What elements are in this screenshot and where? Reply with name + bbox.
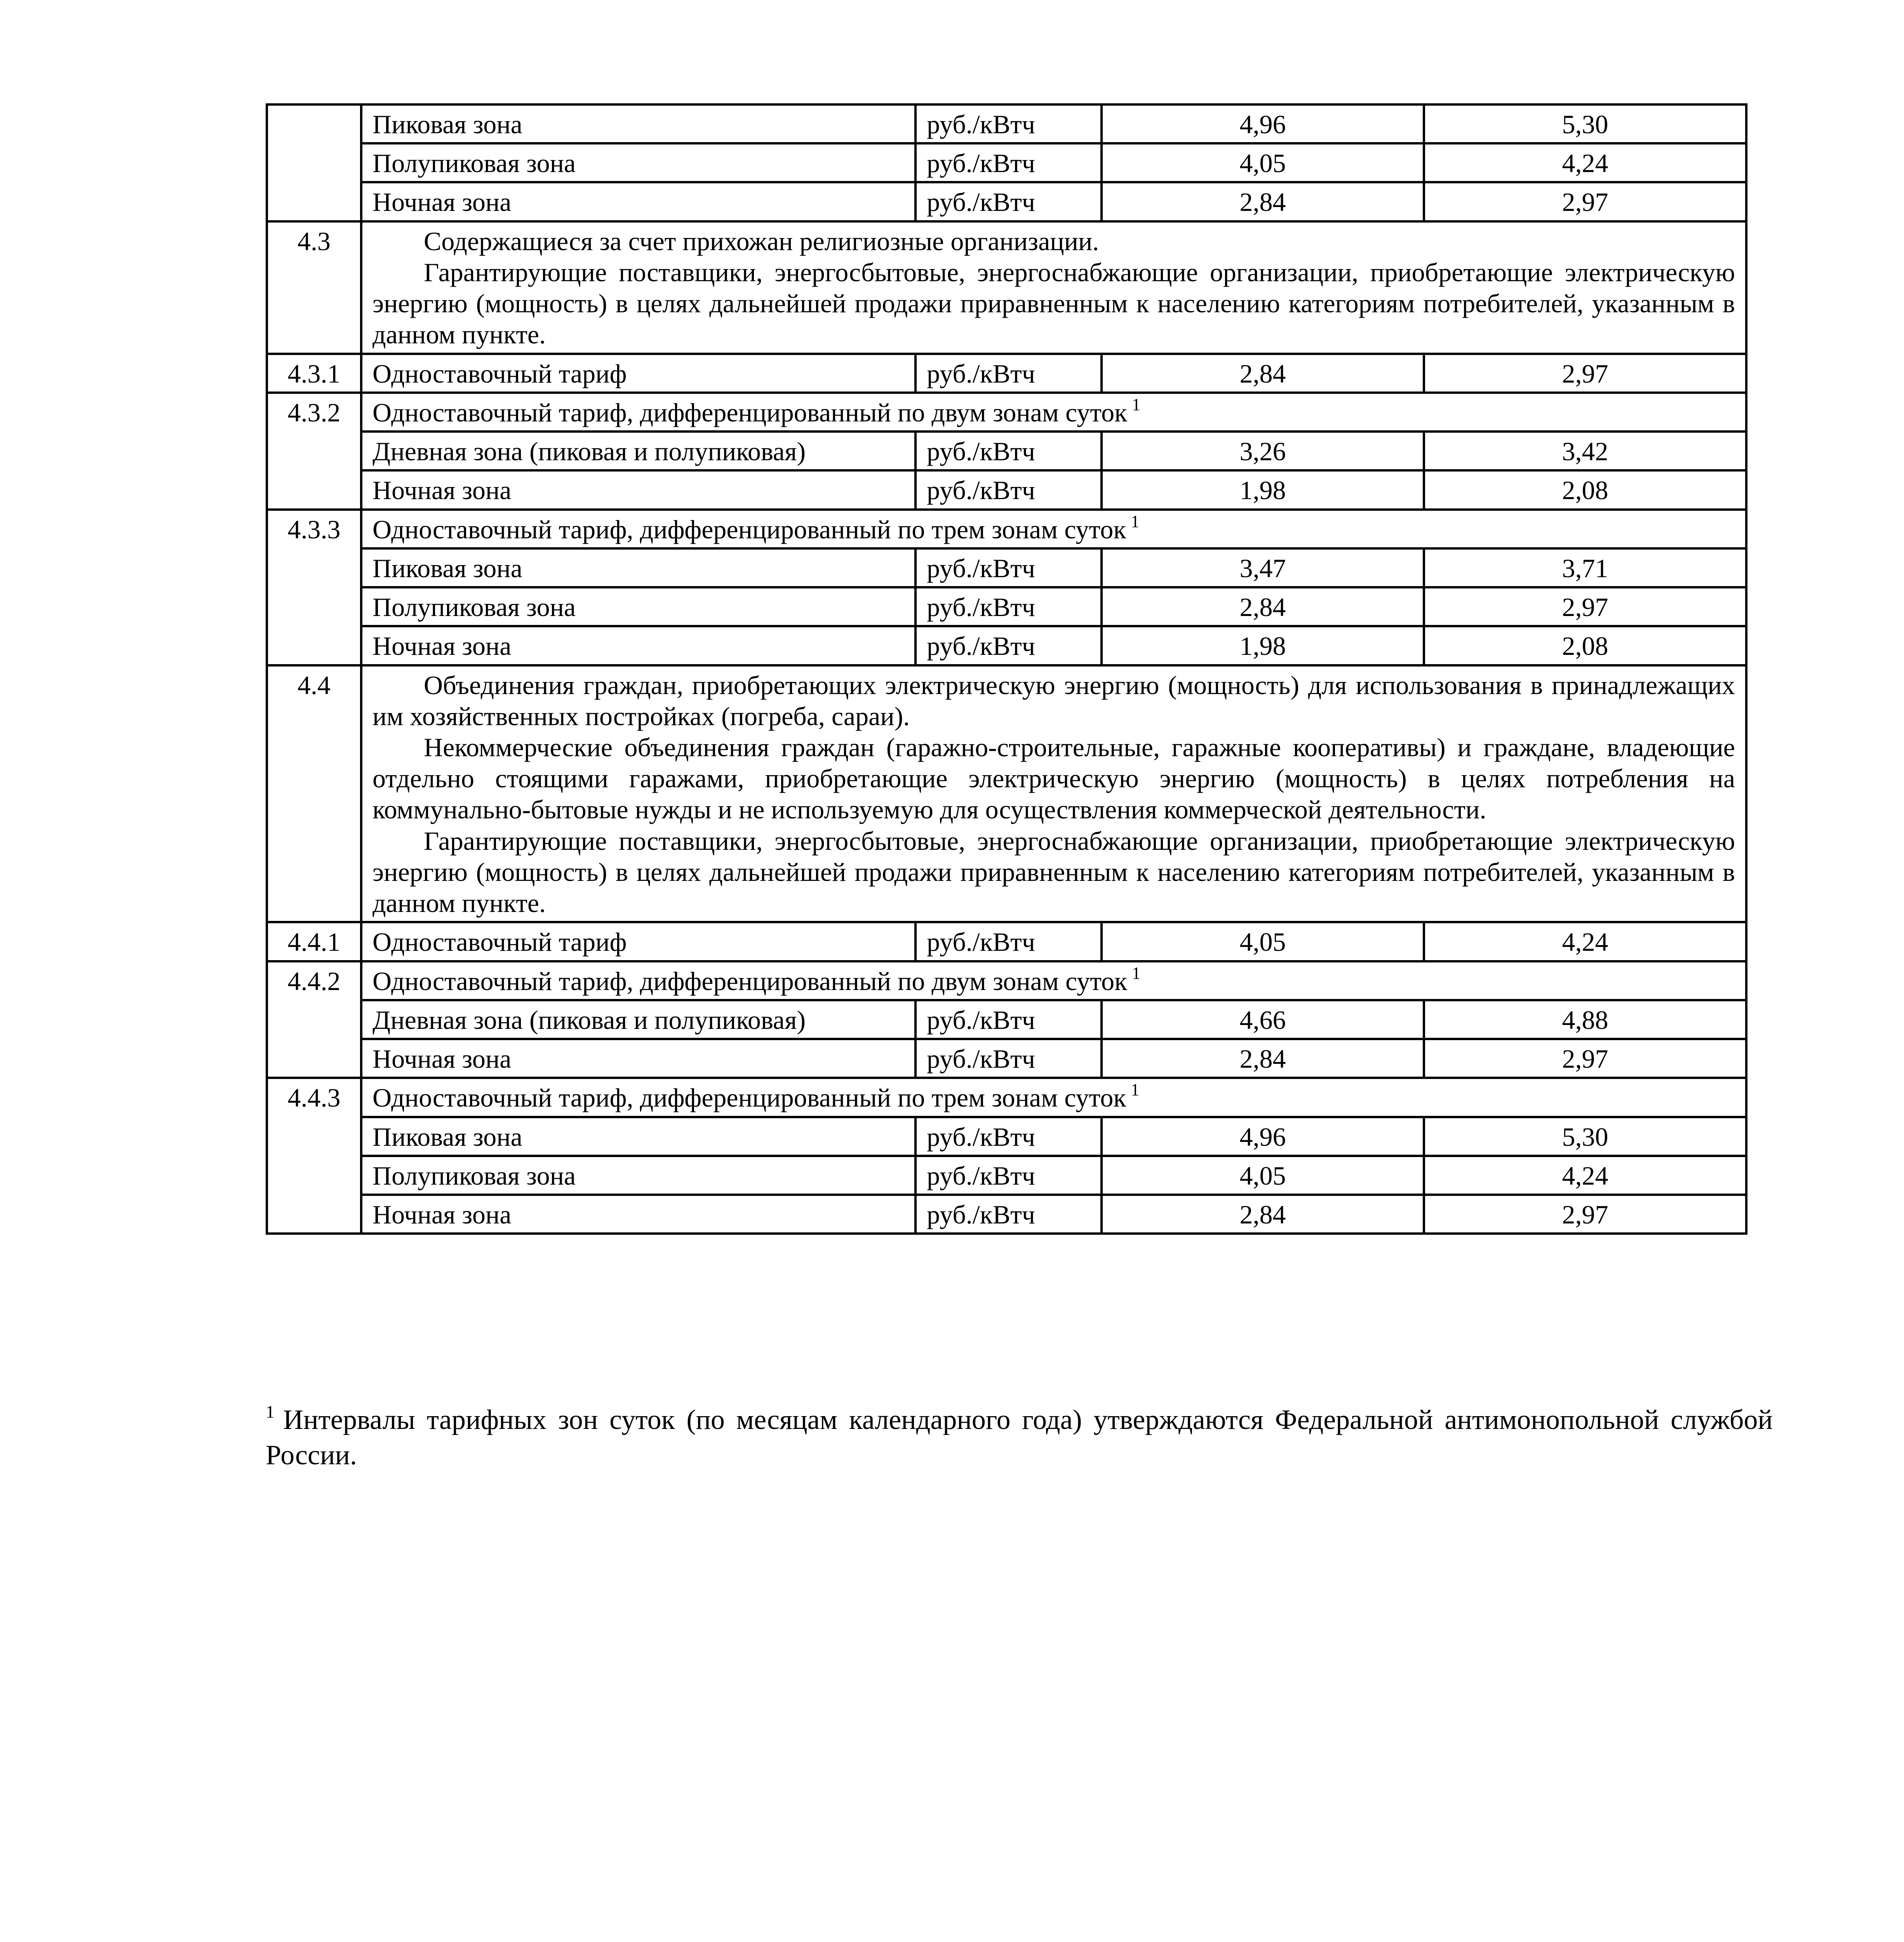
zone-label: Полупиковая зона (361, 1156, 915, 1195)
zone-label: Полупиковая зона (361, 587, 915, 626)
section-row (267, 221, 1746, 354)
section-number: 4.3.2 (267, 393, 361, 510)
section-row (267, 665, 1746, 922)
tariff-value-1: 2,84 (1102, 587, 1424, 626)
footnote-mark: 1 (1131, 1080, 1140, 1100)
footnote-text: Интервалы тарифных зон суток (по месяцам календарного года) утверждаются Федеральной антимонопольной службой России. (266, 1404, 1773, 1471)
zone-label: Ночная зона (361, 1195, 915, 1234)
section-number: 4.4.2 (267, 961, 361, 1078)
table-row (267, 182, 1746, 221)
tariff-header-text: Одноставочный тариф, дифференцированный по двум зонам суток (372, 966, 1128, 996)
unit-cell: руб./кВтч (915, 1039, 1102, 1078)
tariff-value-1: 2,84 (1102, 1039, 1424, 1078)
section-number: 4.3 (267, 221, 361, 354)
description-paragraph: Содержащиеся за счет прихожан религиозные организации. (424, 226, 1099, 256)
tariff-value-1: 4,96 (1102, 104, 1424, 143)
description-paragraph: Некоммерческие объединения граждан (гаражно-строительные, гаражные кооперативы) и граждане, владеющие отдельно стоящими гаражами, приобретающие электрическую энергию (мощность) в целях потребления на коммунально-бытовые нужды и не используемую для осуществления коммерческой деятельности. (372, 732, 1735, 825)
tariff-value-1: 4,05 (1102, 1156, 1424, 1195)
zone-label: Ночная зона (361, 182, 915, 221)
unit-cell: руб./кВтч (915, 922, 1102, 961)
zone-label: Пиковая зона (361, 104, 915, 143)
zone-label: Дневная зона (пиковая и полупиковая) (361, 1000, 915, 1039)
footnote-mark: 1 (266, 1402, 275, 1422)
tariff-header (361, 393, 1746, 432)
tariff-value-2: 2,08 (1424, 626, 1746, 665)
tariff-value-1: 4,05 (1102, 143, 1424, 182)
table-row (267, 587, 1746, 626)
zone-label: Пиковая зона (361, 1117, 915, 1156)
description-paragraph: Гарантирующие поставщики, энергосбытовые, энергоснабжающие организации, приобретающие электрическую энергию (мощность) в целях дальнейшей продажи приравненным к населению категориям потребителей, указанным в данном пункте. (372, 257, 1735, 350)
table-row (267, 961, 1746, 1000)
tariff-value-1: 4,05 (1102, 922, 1424, 961)
table-row (267, 143, 1746, 182)
unit-cell: руб./кВтч (915, 1156, 1102, 1195)
zone-label: Дневная зона (пиковая и полупиковая) (361, 432, 915, 470)
tariff-value-2: 4,24 (1424, 922, 1746, 961)
tariff-value-1: 3,47 (1102, 548, 1424, 587)
table-row (267, 1156, 1746, 1195)
tariff-value-2: 4,88 (1424, 1000, 1746, 1039)
tariff-table (266, 103, 1747, 1235)
unit-cell: руб./кВтч (915, 182, 1102, 221)
table-row (267, 432, 1746, 470)
zone-label: Пиковая зона (361, 548, 915, 587)
zone-label: Ночная зона (361, 470, 915, 509)
tariff-label: Одноставочный тариф (361, 922, 915, 961)
tariff-value-1: 1,98 (1102, 470, 1424, 509)
table-row (267, 1078, 1746, 1117)
tariff-header-text: Одноставочный тариф, дифференцированный по трем зонам суток (372, 1083, 1126, 1113)
tariff-value-2: 3,42 (1424, 432, 1746, 470)
unit-cell: руб./кВтч (915, 354, 1102, 393)
zone-label: Ночная зона (361, 626, 915, 665)
unit-cell: руб./кВтч (915, 1000, 1102, 1039)
tariff-value-2: 2,97 (1424, 354, 1746, 393)
footnote-mark: 1 (1132, 395, 1141, 414)
section-number: 4.4.1 (267, 922, 361, 961)
tariff-value-2: 5,30 (1424, 1117, 1746, 1156)
unit-cell: руб./кВтч (915, 470, 1102, 509)
tariff-header-text: Одноставочный тариф, дифференцированный по трем зонам суток (372, 514, 1126, 544)
tariff-header (361, 510, 1746, 548)
description-paragraph: Объединения граждан, приобретающих электрическую энергию (мощность) для использования в принадлежащих им хозяйственных постройках (погреба, сараи). (372, 670, 1735, 731)
footnote (266, 1402, 1773, 1473)
tariff-value-1: 2,84 (1102, 1195, 1424, 1234)
section-description (361, 221, 1746, 354)
tariff-label: Одноставочный тариф (361, 354, 915, 393)
tariff-value-2: 5,30 (1424, 104, 1746, 143)
zone-label: Полупиковая зона (361, 143, 915, 182)
section-number: 4.3.3 (267, 510, 361, 665)
unit-cell: руб./кВтч (915, 626, 1102, 665)
table-row (267, 626, 1746, 665)
table-row (267, 1000, 1746, 1039)
unit-cell: руб./кВтч (915, 104, 1102, 143)
tariff-value-2: 2,97 (1424, 587, 1746, 626)
tariff-header-text: Одноставочный тариф, дифференцированный по двум зонам суток (372, 397, 1128, 427)
table-row (267, 548, 1746, 587)
unit-cell: руб./кВтч (915, 548, 1102, 587)
table-row (267, 510, 1746, 548)
tariff-value-1: 4,66 (1102, 1000, 1424, 1039)
section-number: 4.4 (267, 665, 361, 922)
unit-cell: руб./кВтч (915, 1117, 1102, 1156)
tariff-value-1: 2,84 (1102, 182, 1424, 221)
table-row (267, 1195, 1746, 1234)
section-number: 4.4.3 (267, 1078, 361, 1234)
tariff-value-1: 3,26 (1102, 432, 1424, 470)
unit-cell: руб./кВтч (915, 143, 1102, 182)
table-row (267, 393, 1746, 432)
tariff-value-2: 2,97 (1424, 1039, 1746, 1078)
table-row (267, 1117, 1746, 1156)
tariff-header (361, 1078, 1746, 1117)
tariff-value-2: 4,24 (1424, 1156, 1746, 1195)
footnote-mark: 1 (1131, 512, 1140, 531)
unit-cell: руб./кВтч (915, 587, 1102, 626)
table-row (267, 1039, 1746, 1078)
table-row (267, 922, 1746, 961)
tariff-value-1: 2,84 (1102, 354, 1424, 393)
section-number: 4.3.1 (267, 354, 361, 393)
row-number-cell (267, 104, 361, 221)
description-paragraph: Гарантирующие поставщики, энергосбытовые, энергоснабжающие организации, приобретающие электрическую энергию (мощность) в целях дальнейшей продажи приравненным к населению категориям потребителей, указанным в данном пункте. (372, 826, 1735, 918)
tariff-header (361, 961, 1746, 1000)
tariff-value-2: 3,71 (1424, 548, 1746, 587)
table-row (267, 354, 1746, 393)
unit-cell: руб./кВтч (915, 432, 1102, 470)
tariff-value-1: 1,98 (1102, 626, 1424, 665)
table-row (267, 470, 1746, 509)
unit-cell: руб./кВтч (915, 1195, 1102, 1234)
tariff-value-2: 2,97 (1424, 182, 1746, 221)
table-row (267, 104, 1746, 143)
zone-label: Ночная зона (361, 1039, 915, 1078)
tariff-value-2: 4,24 (1424, 143, 1746, 182)
tariff-value-1: 4,96 (1102, 1117, 1424, 1156)
section-description (361, 665, 1746, 922)
tariff-value-2: 2,08 (1424, 470, 1746, 509)
footnote-mark: 1 (1132, 963, 1141, 983)
tariff-value-2: 2,97 (1424, 1195, 1746, 1234)
